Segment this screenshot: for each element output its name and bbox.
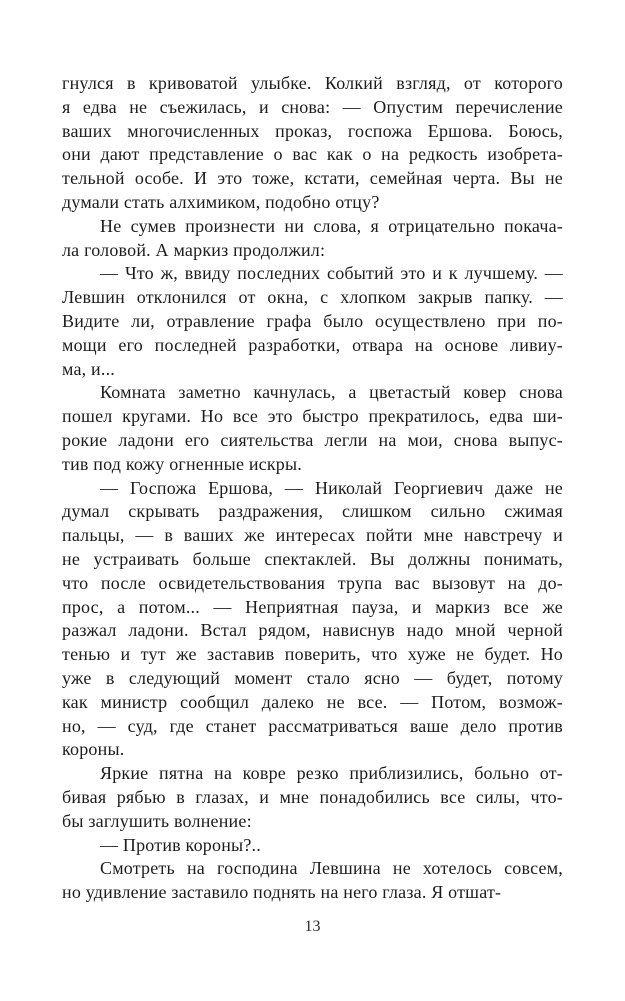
text-line: тив под кожу огненные искры. bbox=[62, 453, 303, 474]
text-line: думал скрывать раздражения, слишком сильно сжимая bbox=[62, 501, 563, 522]
text-line: — Госпожа Ершова, — Николай Георгиевич даже не bbox=[100, 477, 563, 498]
text-line: бивая рябью в глазах, и мне понадобились все силы, что- bbox=[62, 786, 563, 807]
text-line: но, — суд, где станет рассматриваться ваше дело против bbox=[62, 715, 563, 736]
text-line: но удивление заставило поднять на него глаза. Я отшат- bbox=[62, 882, 502, 903]
text-line: ма, и... bbox=[62, 358, 115, 379]
text-block bbox=[62, 72, 563, 905]
text-line: я едва не съежилась, и снова: — Опустим перечисление bbox=[62, 96, 563, 117]
paragraph bbox=[62, 215, 563, 263]
paragraph bbox=[62, 762, 563, 833]
text-line: ла головой. А маркиз продолжил: bbox=[62, 239, 326, 260]
text-line: пошел кругами. Но все это быстро прекратилось, едва ши- bbox=[62, 406, 563, 427]
paragraph bbox=[62, 857, 563, 905]
text-line: прос, а потом... — Неприятная пауза, и маркиз все же bbox=[62, 596, 563, 617]
text-line: — Против короны?.. bbox=[100, 834, 261, 855]
text-line: пальцы, — в ваших же интересах пойти мне навстречу и bbox=[62, 525, 563, 546]
text-line: гнулся в кривоватой улыбке. Колкий взгляд, от которого bbox=[62, 73, 563, 93]
text-line: ваших многочисленных проказ, госпожа Ершова. Боюсь, bbox=[62, 120, 563, 141]
text-line: как министр сообщил далеко не все. — Потом, возмож- bbox=[62, 691, 563, 712]
text-line: Левшин отклонился от окна, с хлопком закрыв папку. — bbox=[62, 287, 563, 308]
text-line: Видите ли, отравление графа было осуществлено при по- bbox=[62, 310, 563, 331]
text-line: — Что ж, ввиду последних событий это и к лучшему. — bbox=[100, 263, 563, 284]
text-line: они дают представление о вас как о на редкость изобрета- bbox=[62, 144, 563, 165]
text-line: тенью и тут же заставив поверить, что хуже не будет. Но bbox=[62, 644, 563, 665]
text-line: рокие ладони его сиятельства легли на мои, снова выпус- bbox=[62, 429, 563, 450]
text-line: Не сумев произнести ни слова, я отрицательно покача- bbox=[100, 215, 563, 236]
text-line: короны. bbox=[62, 739, 125, 760]
paragraph bbox=[62, 834, 563, 858]
text-line: бы заглушить волнение: bbox=[62, 810, 252, 831]
page-number: 13 bbox=[304, 918, 321, 935]
paragraph bbox=[62, 477, 563, 763]
paragraph bbox=[62, 381, 563, 476]
text-line: не устраивать больше спектаклей. Вы должны понимать, bbox=[62, 548, 563, 569]
text-line: мощи его последней разработки, отвара на основе ливиу- bbox=[62, 334, 563, 355]
text-line: тельной особе. И это тоже, кстати, семейная черта. Вы не bbox=[62, 168, 563, 189]
text-line: Смотреть на господина Левшина не хотелось совсем, bbox=[100, 858, 563, 879]
paragraph bbox=[62, 262, 563, 381]
text-line: Комната заметно качнулась, а цветастый ковер снова bbox=[100, 382, 563, 403]
text-line: что после освидетельствования трупа вас вызовут на до- bbox=[62, 572, 563, 593]
text-line: думали стать алхимиком, подобно отцу? bbox=[62, 191, 380, 212]
text-line: Яркие пятна на ковре резко приблизились, больно от- bbox=[100, 763, 563, 784]
text-line: уже в следующий момент стало ясно — будет, потому bbox=[62, 667, 563, 688]
paragraph bbox=[62, 72, 563, 215]
text-line: разжал ладони. Встал рядом, нависнув надо мной черной bbox=[62, 620, 563, 641]
